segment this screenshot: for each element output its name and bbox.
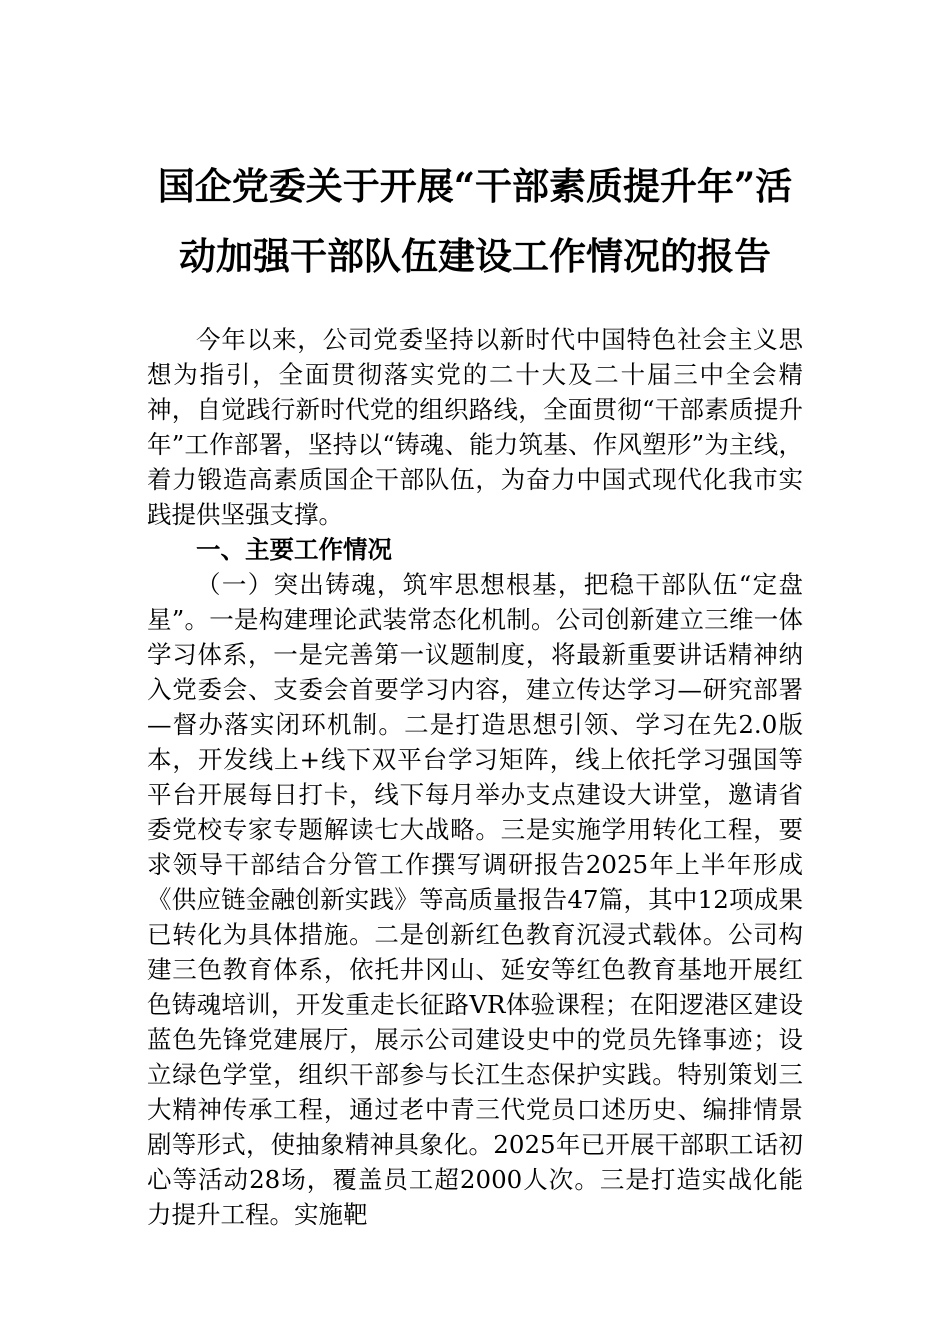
document-body xyxy=(147,322,803,1232)
body-paragraph: （一）突出铸魂，筑牢思想根基，把稳干部队伍“定盘星”。一是构建理论武装常态化机制。公司创新建立三维一体学习体系，一是完善第一议题制度，将最新重要讲话精神纳入党委会、支委会首要学习内容，建立传达学习—研究部署—督办落实闭环机制。二是打造思想引领、学习在先2.0版本，开发线上+线下双平台学习矩阵，线上依托学习强国等平台开展每日打卡，线下每月举办支点建设大讲堂，邀请省委党校专家专题解读七大战略。三是实施学用转化工程，要求领导干部结合分管工作撰写调研报告2025年上半年形成《供应链金融创新实践》等高质量报告47篇，其中12项成果已转化为具体措施。二是创新红色教育沉浸式载体。公司构建三色教育体系，依托井冈山、延安等红色教育基地开展红色铸魂培训，开发重走长征路VR体验课程；在阳逻港区建设蓝色先锋党建展厅，展示公司建设史中的党员先锋事迹；设立绿色学堂，组织干部参与长江生态保护实践。特别策划三大精神传承工程，通过老中青三代党员口述历史、编排情景剧等形式，使抽象精神具象化。2025年已开展干部职工话初心等活动28场，覆盖员工超2000人次。三是打造实战化能力提升工程。实施靶 xyxy=(147,570,803,1229)
section-heading: 一、主要工作情况 xyxy=(196,535,392,564)
report-title-line-2: 动加强干部队伍建设工作情况的报告 xyxy=(179,234,771,278)
intro-paragraph: 今年以来，公司党委坚持以新时代中国特色社会主义思想为指引，全面贯彻落实党的二十大及二十届三中全会精神，自觉践行新时代党的组织路线，全面贯彻“干部素质提升年”工作部署，坚持以“铸魂、能力筑基、作风塑形”为主线，着力锻造高素质国企干部队伍，为奋力中国式现代化我市实践提供坚强支撑。 xyxy=(147,325,803,529)
report-title-line-1: 国企党委关于开展“干部素质提升年”活 xyxy=(157,164,793,208)
